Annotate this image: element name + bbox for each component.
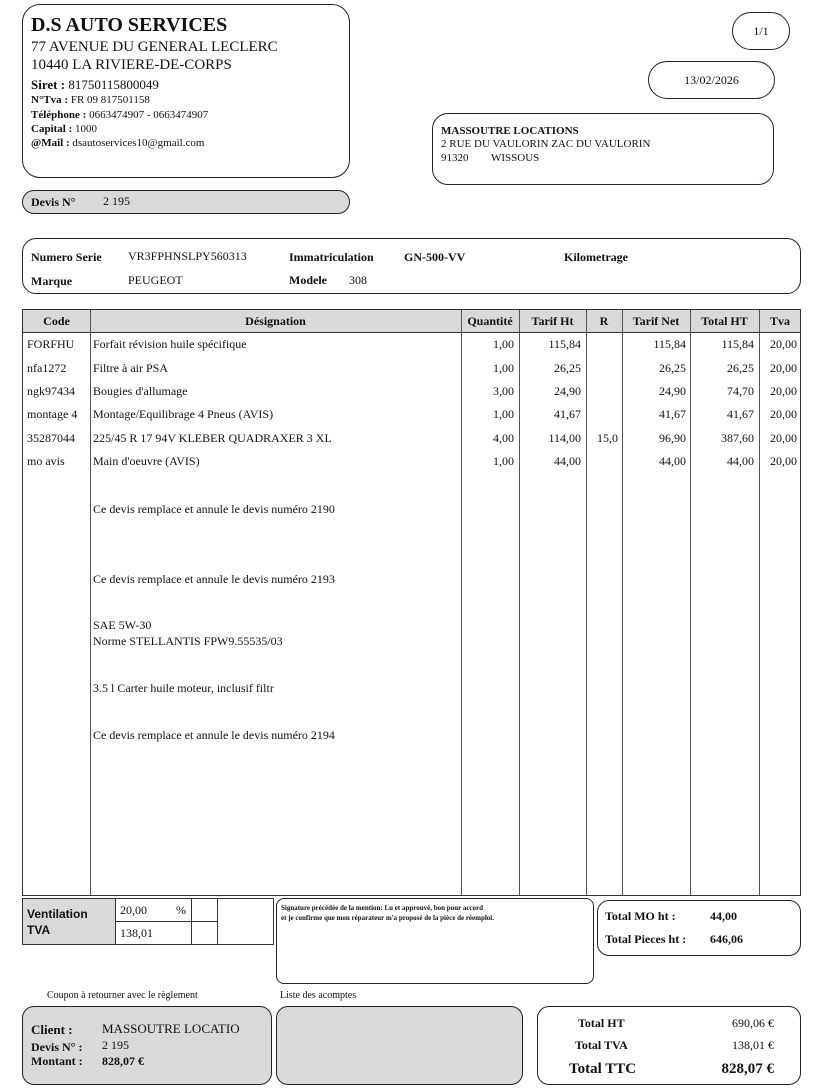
ventilation-divider <box>217 899 218 944</box>
row-qty: 1,00 <box>493 361 514 375</box>
date-box <box>648 61 775 99</box>
row-tva: 20,00 <box>770 454 797 468</box>
row-tarif: 26,25 <box>554 361 581 375</box>
acomptes-box <box>276 1006 523 1085</box>
total-pieces-value: 646,06 <box>710 932 743 946</box>
row-total: 115,84 <box>721 337 754 351</box>
row-net: 26,25 <box>659 361 686 375</box>
note-line: Norme STELLANTIS FPW9.55535/03 <box>93 634 283 648</box>
coupon-label: Coupon à retourner avec le règlement <box>47 990 198 1001</box>
row-designation: 225/45 R 17 94V KLEBER QUADRAXER 3 XL <box>93 431 332 445</box>
immat-value: GN-500-VV <box>404 250 466 264</box>
client-name: MASSOUTRE LOCATIONS <box>441 125 579 137</box>
km-label: Kilometrage <box>564 250 628 264</box>
col-divider <box>519 310 520 895</box>
row-tva: 20,00 <box>770 431 797 445</box>
tel-line <box>31 109 208 121</box>
company-name: D.S AUTO SERVICES <box>31 14 228 36</box>
row-qty: 3,00 <box>493 384 514 398</box>
mail-line <box>31 137 204 149</box>
row-net: 96,90 <box>659 431 686 445</box>
ventilation-label-cell <box>23 899 116 944</box>
row-total: 26,25 <box>727 361 754 375</box>
row-tarif: 24,90 <box>554 384 581 398</box>
row-code: 35287044 <box>27 431 75 445</box>
row-tarif: 114,00 <box>548 431 581 445</box>
row-tva: 20,00 <box>770 337 797 351</box>
items-table <box>22 309 801 896</box>
row-designation: Bougies d'allumage <box>93 384 188 398</box>
note-line: Ce devis remplace et annule le devis numéro 2190 <box>93 502 335 516</box>
row-net: 41,67 <box>659 407 686 421</box>
tva-value: FR 09 817501158 <box>70 94 150 106</box>
header-tva: Tva <box>769 314 790 328</box>
row-qty: 1,00 <box>493 454 514 468</box>
brand-label: Marque <box>31 274 73 288</box>
coupon-montant-value: 828,07 € <box>102 1054 144 1068</box>
ventilation-amount: 138,01 <box>120 926 153 940</box>
devis-label: Devis N° <box>31 195 76 209</box>
header-designation: Désignation <box>245 314 306 328</box>
client-city: WISSOUS <box>491 152 540 164</box>
row-total: 44,00 <box>727 454 754 468</box>
row-net: 44,00 <box>659 454 686 468</box>
mail-value: dsautoservices10@gmail.com <box>72 137 205 149</box>
signature-box <box>276 898 594 984</box>
siret-label: Siret : <box>31 77 66 92</box>
company-address-1: 77 AVENUE DU GENERAL LECLERC <box>31 39 278 55</box>
ventilation-tva <box>22 898 274 945</box>
client-address-box <box>432 113 774 185</box>
tel-label: Téléphone : <box>31 109 87 121</box>
siret-value: 81750115800049 <box>68 77 159 92</box>
table-header <box>23 310 800 333</box>
devis-number: 2 195 <box>103 194 130 208</box>
vehicle-info-box <box>22 238 801 294</box>
company-block <box>22 4 350 178</box>
acomptes-label: Liste des acomptes <box>280 990 357 1001</box>
company-address-2: 10440 LA RIVIERE-DE-CORPS <box>31 57 232 73</box>
row-qty: 1,00 <box>493 407 514 421</box>
devis-number-box <box>22 190 350 214</box>
model-label: Modele <box>289 273 327 287</box>
row-code: mo avis <box>27 454 65 468</box>
page-indicator-text: 1/1 <box>753 24 769 38</box>
signature-line-1: Signature précédée de la mention: Lu et approuvé, bon pour accord <box>281 904 484 912</box>
row-qty: 1,00 <box>493 337 514 351</box>
note-line: 3.5 l Carter huile moteur, inclusif filtr <box>93 681 274 695</box>
col-divider <box>461 310 462 895</box>
coupon-client-value: MASSOUTRE LOCATIO <box>102 1021 240 1036</box>
row-code: montage 4 <box>27 407 78 421</box>
serial-value: VR3FPHNSLPY560313 <box>128 249 247 263</box>
note-line: Ce devis remplace et annule le devis numéro 2193 <box>93 572 335 586</box>
immat-label: Immatriculation <box>289 250 374 264</box>
col-divider <box>759 310 760 895</box>
capital-line <box>31 123 97 135</box>
total-ttc-value: 828,07 € <box>721 1061 774 1077</box>
row-tva: 20,00 <box>770 384 797 398</box>
total-ht-value: 690,06 € <box>732 1016 774 1030</box>
col-divider <box>622 310 623 895</box>
total-ht-label: Total HT <box>578 1016 625 1030</box>
row-designation: Main d'oeuvre (AVIS) <box>93 454 200 468</box>
row-designation: Filtre à air PSA <box>93 361 168 375</box>
note-line: SAE 5W-30 <box>93 618 152 632</box>
signature-line-2: et je confirme que mon réparateur m'a proposé de la pièce de réemploi. <box>281 914 495 922</box>
date-text: 13/02/2026 <box>684 73 739 87</box>
header-quantite: Quantité <box>467 314 513 328</box>
capital-value: 1000 <box>75 123 97 135</box>
coupon-devis-value: 2 195 <box>102 1038 129 1052</box>
header-r: R <box>599 314 609 328</box>
totals-mo-box <box>597 900 801 956</box>
capital-label: Capital : <box>31 123 73 135</box>
page-indicator <box>732 12 790 50</box>
note-line: Ce devis remplace et annule le devis numéro 2194 <box>93 728 335 742</box>
coupon-box <box>22 1006 272 1085</box>
total-mo-label: Total MO ht : <box>605 909 676 923</box>
col-divider <box>586 310 587 895</box>
row-net: 24,90 <box>659 384 686 398</box>
header-total-ht: Total HT <box>701 314 748 328</box>
ventilation-divider <box>191 899 192 944</box>
tva-line <box>31 94 150 106</box>
row-designation: Forfait révision huile spécifique <box>93 337 247 351</box>
row-r: 15,0 <box>597 431 618 445</box>
row-total: 74,70 <box>727 384 754 398</box>
ventilation-tva-label: TVA <box>27 923 51 937</box>
row-tarif: 41,67 <box>554 407 581 421</box>
tel-value: 0663474907 - 0663474907 <box>89 109 209 121</box>
ventilation-label: Ventilation <box>27 907 88 921</box>
col-divider <box>690 310 691 895</box>
total-tva-label: Total TVA <box>575 1038 628 1052</box>
ventilation-divider <box>115 921 217 922</box>
siret-line <box>31 77 159 93</box>
row-tva: 20,00 <box>770 407 797 421</box>
row-tva: 20,00 <box>770 361 797 375</box>
total-ttc-label: Total TTC <box>569 1061 637 1077</box>
client-address: 2 RUE DU VAULORIN ZAC DU VAULORIN <box>441 138 651 150</box>
brand-value: PEUGEOT <box>128 273 183 287</box>
row-tarif: 115,84 <box>548 337 581 351</box>
coupon-client-label: Client : <box>31 1022 73 1037</box>
row-code: nfa1272 <box>27 361 67 375</box>
model-value: 308 <box>349 273 367 287</box>
row-designation: Montage/Equilibrage 4 Pneus (AVIS) <box>93 407 274 421</box>
total-tva-value: 138,01 € <box>732 1038 774 1052</box>
col-divider <box>90 310 91 895</box>
ventilation-percent: % <box>176 903 186 917</box>
row-qty: 4,00 <box>493 431 514 445</box>
header-tarif-ht: Tarif Ht <box>531 314 574 328</box>
tva-label: N°Tva : <box>31 94 69 106</box>
serial-label: Numero Serie <box>31 250 102 264</box>
row-total: 387,60 <box>721 431 754 445</box>
row-tarif: 44,00 <box>554 454 581 468</box>
coupon-montant-label: Montant : <box>31 1054 83 1068</box>
header-tarif-net: Tarif Net <box>632 314 680 328</box>
ventilation-rate: 20,00 <box>120 903 147 917</box>
coupon-devis-label: Devis N° : <box>31 1040 83 1054</box>
row-net: 115,84 <box>653 337 686 351</box>
client-postcode: 91320 <box>441 152 469 164</box>
row-code: FORFHU <box>27 337 75 351</box>
row-code: ngk97434 <box>27 384 75 398</box>
mail-label: @Mail : <box>31 137 70 149</box>
grand-totals-box <box>537 1006 801 1085</box>
row-total: 41,67 <box>727 407 754 421</box>
total-mo-value: 44,00 <box>710 909 737 923</box>
total-pieces-label: Total Pieces ht : <box>605 932 687 946</box>
header-code: Code <box>43 314 70 328</box>
